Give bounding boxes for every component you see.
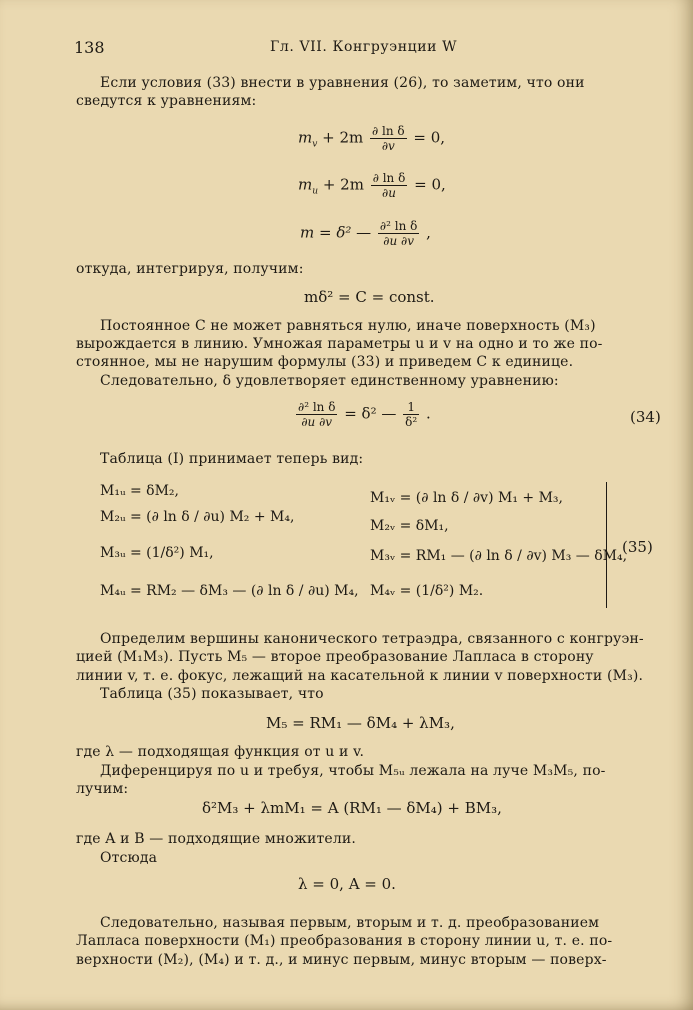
paragraph-line: сведутся к уравнениям:	[76, 93, 257, 109]
table-row-left: M₁ᵤ = δM₂,	[100, 483, 179, 499]
text-whence: откуда, интегрируя, получим:	[76, 261, 304, 277]
paragraph-line: Диференцируя по u и требуя, чтобы M₅ᵤ лежала на луче M₃M₅, по-	[100, 763, 606, 779]
equation-label-35: (35)	[622, 538, 653, 556]
paragraph-line: Лапласа поверхности (M₁) преобразования в сторону линии u, т. е. по-	[76, 933, 613, 949]
paragraph-line: Таблица (35) показывает, что	[100, 686, 324, 702]
paragraph-line: Следовательно, называя первым, вторым и т. д. преобразованием	[100, 915, 600, 931]
paragraph-line: верхности (M₂), (M₄) и т. д., и минус первым, минус вторым — поверх-	[76, 952, 607, 968]
paragraph-line: Если условия (33) внести в уравнения (26), то заметим, что они	[100, 75, 585, 91]
table-row-right: M₃ᵥ = RM₁ — (∂ ln δ / ∂v) M₃ — δM₄,	[370, 548, 628, 564]
paragraph-line: Определим вершины канонического тетраэдра, связанного с конгруэн-	[100, 631, 644, 647]
equation-const: mδ² = C = const.	[304, 288, 435, 306]
equation-diff: δ²M₃ + λmM₁ = A (RM₁ — δM₄) + BM₃,	[202, 799, 502, 817]
page-number: 138	[74, 38, 105, 57]
table-row-right: M₁ᵥ = (∂ ln δ / ∂v) M₁ + M₃,	[370, 490, 563, 506]
equation-m5: M₅ = RM₁ — δM₄ + λM₃,	[266, 714, 455, 732]
equation-34: $\frac{\text{∂² ln δ}}{\partial u \partial v}$ = δ² — $\frac{1}{\text{δ²}}$ .	[298, 400, 431, 429]
table-row-right: M₂ᵥ = δM₁,	[370, 518, 449, 534]
equation-mu: $m_u + 2m$ $\frac{\text{∂ ln δ}}{\partial u}$ = 0,	[298, 171, 446, 200]
paragraph-line: лучим:	[76, 781, 129, 797]
paragraph-line: вырождается в линию. Умножая параметры u и v на одно и то же по-	[76, 336, 603, 352]
chapter-title: Гл. VII. Конгруэнции W	[270, 39, 458, 55]
equation-label-34: (34)	[630, 408, 661, 426]
table-row-left: M₄ᵤ = RM₂ — δM₃ — (∂ ln δ / ∂u) M₄,	[100, 583, 359, 599]
brace	[606, 482, 611, 608]
text-AB: где A и B — подходящие множители.	[76, 831, 356, 847]
paragraph-line: линии v, т. е. фокус, лежащий на касательной к линии v поверхности (M₃).	[76, 668, 644, 684]
paragraph-line: Следовательно, δ удовлетворяет единственному уравнению:	[100, 373, 559, 389]
equation-mv: $m_v + 2m$ $\frac{\text{∂ ln δ}}{\partial v}$ = 0,	[298, 124, 446, 153]
table-row-right: M₄ᵥ = (1/δ²) M₂.	[370, 583, 484, 599]
paragraph-line: стоянное, мы не нарушим формулы (33) и приведем C к единице.	[76, 354, 574, 370]
equation-m: m = δ² — $\frac{\text{∂² ln δ}}{\partial u \partial v}$ ,	[300, 219, 431, 248]
paragraph-line: Постоянное C не может равняться нулю, иначе поверхность (M₃)	[100, 318, 596, 334]
text-hence: Отсюда	[100, 850, 158, 866]
text-lambda: где λ — подходящая функция от u и v.	[76, 744, 365, 760]
table-row-left: M₃ᵤ = (1/δ²) M₁,	[100, 545, 214, 561]
paragraph-line: цией (M₁M₃). Пусть M₅ — второе преобразование Лапласа в сторону	[76, 649, 594, 665]
equation-zero: λ = 0, A = 0.	[298, 875, 396, 893]
table-row-left: M₂ᵤ = (∂ ln δ / ∂u) M₂ + M₄,	[100, 509, 295, 525]
text-table-intro: Таблица (I) принимает теперь вид:	[100, 451, 364, 467]
